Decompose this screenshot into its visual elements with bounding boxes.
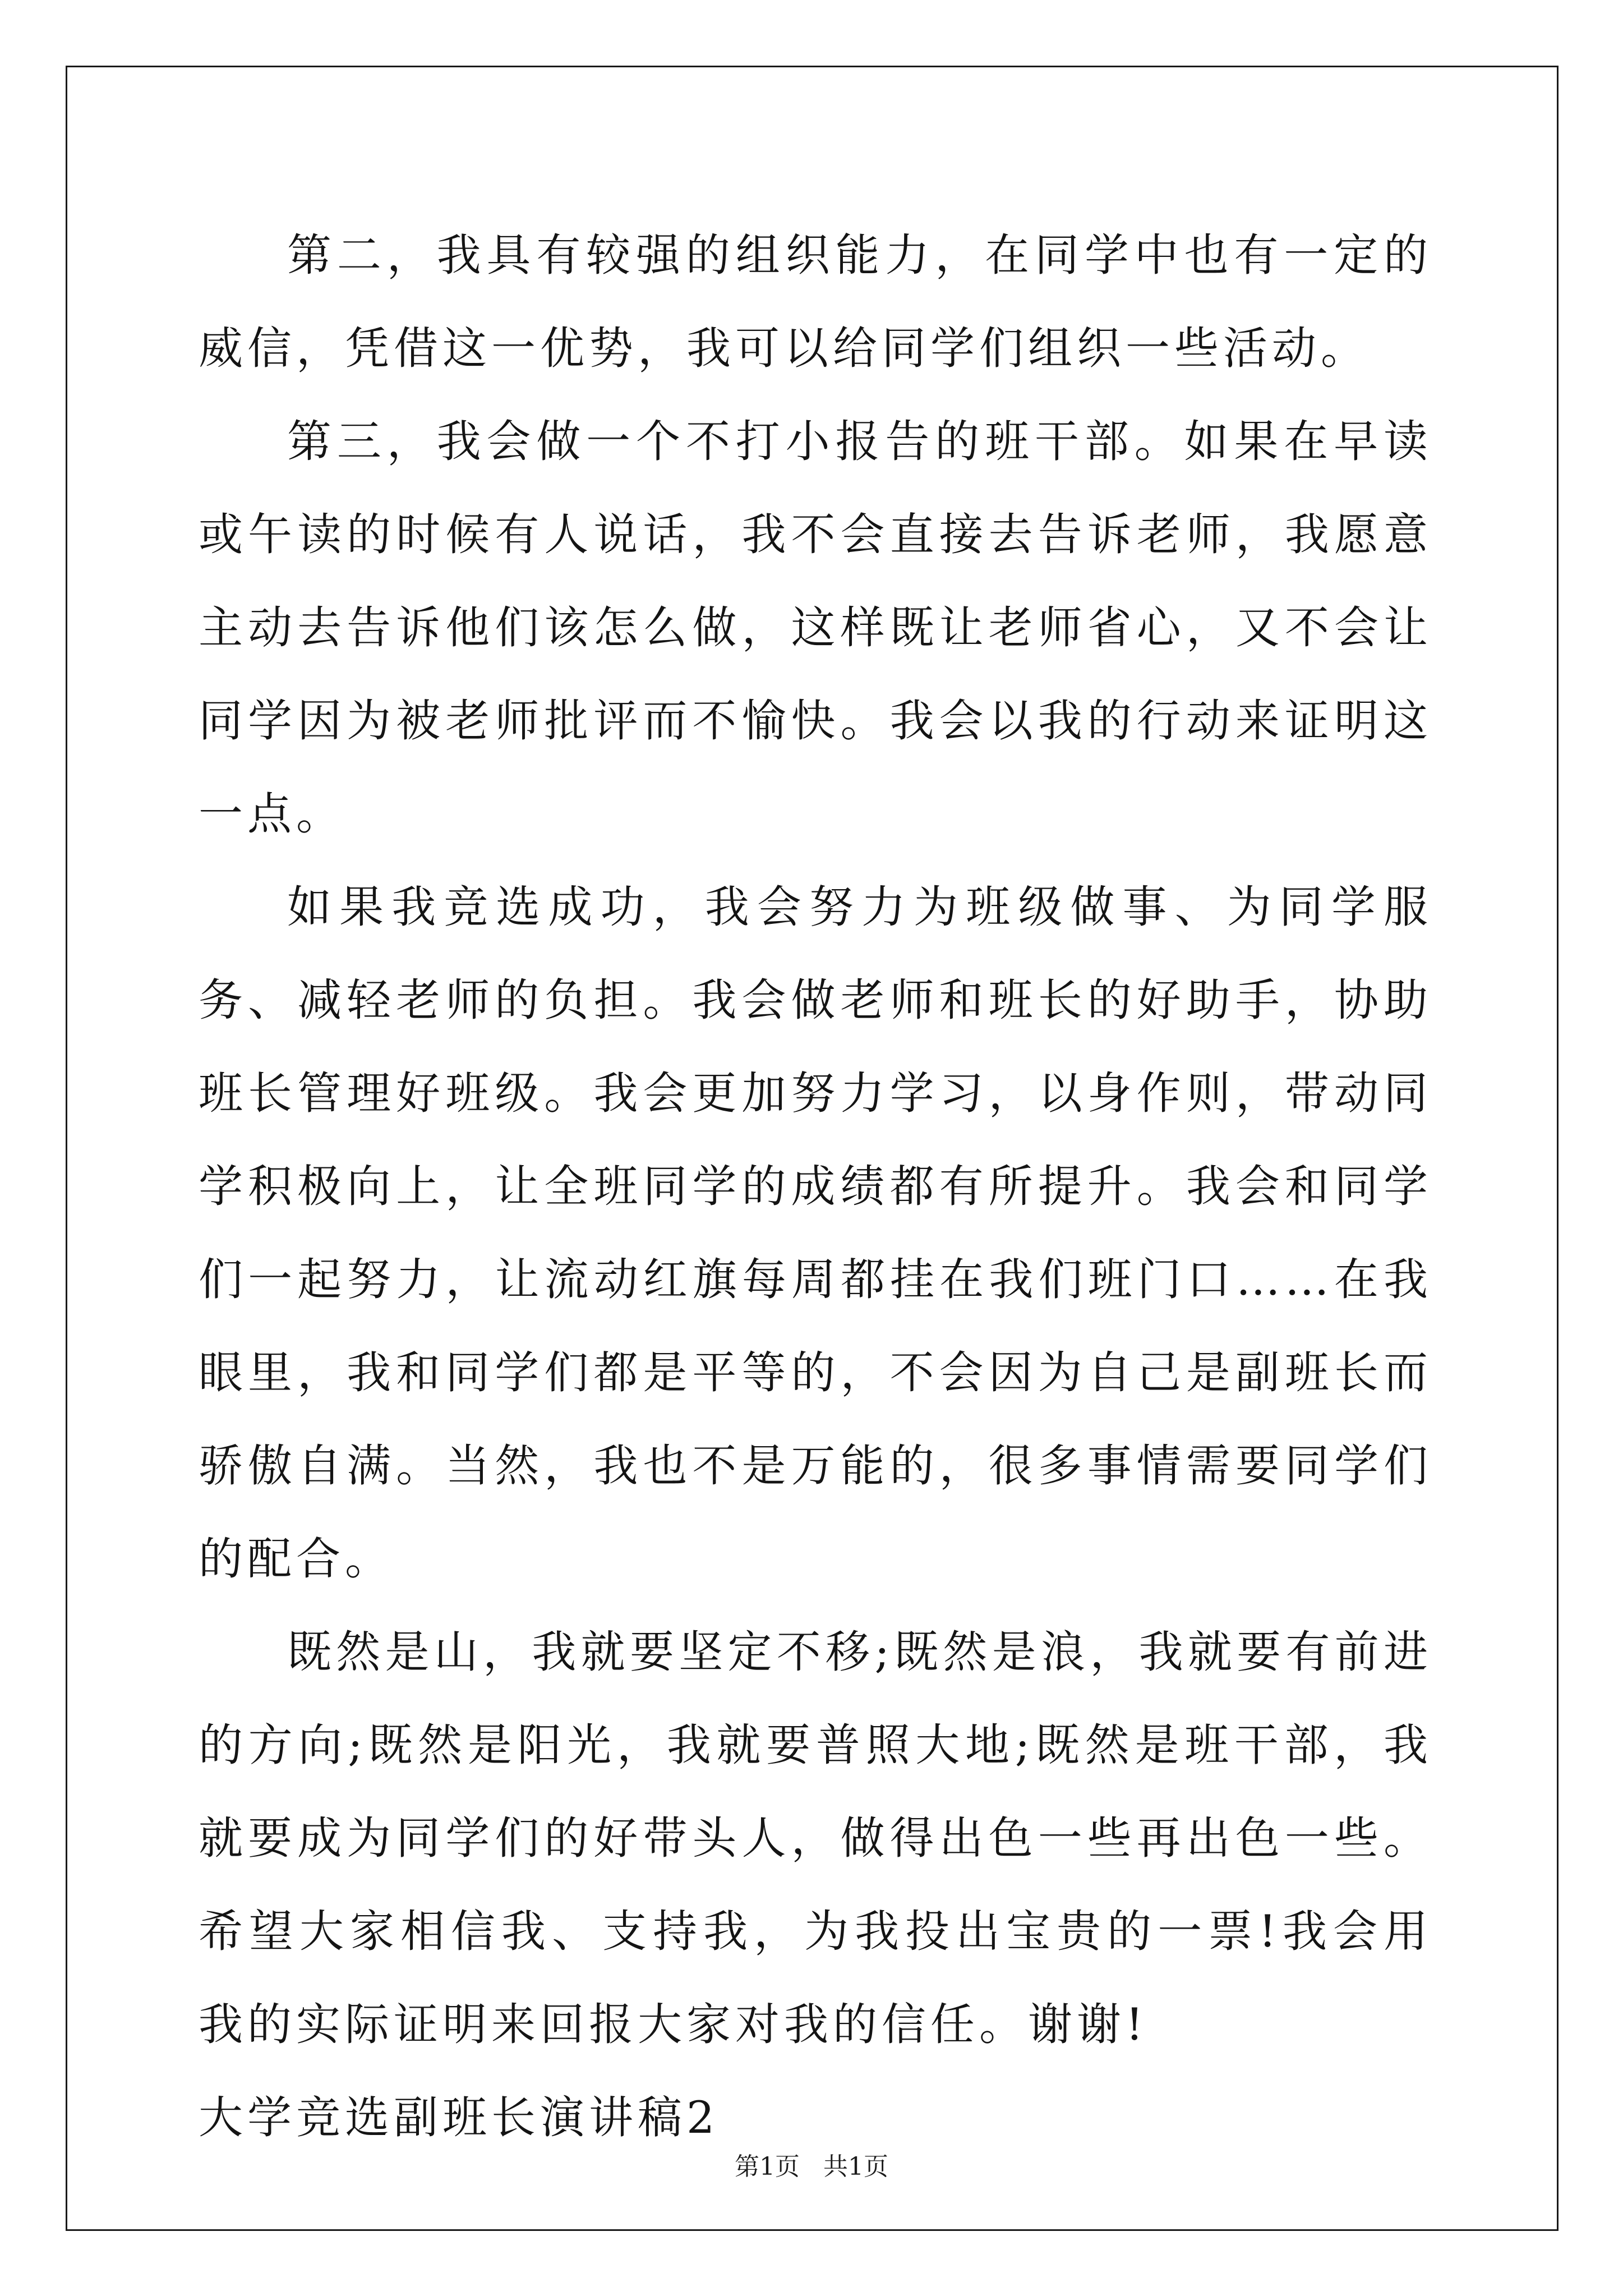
paragraph-second-point: 第二，我具有较强的组织能力，在同学中也有一定的威信，凭借这一优势，我可以给同学们组织一些活动。	[199, 229, 1432, 374]
document-body	[199, 209, 1432, 2164]
next-section-heading: 大学竞选副班长演讲稿2	[199, 2092, 720, 2143]
page-number-footer: 第1页 共1页	[735, 2152, 888, 2181]
paragraph-closing: 既然是山，我就要坚定不移;既然是浪，我就要有前进的方向;既然是阳光，我就要普照大地;既然是班干部，我就要成为同学们的好带头人，做得出色一些再出色一些。希望大家相信我、支持我，为我投出宝贵的一票!我会用我的实际证明来回报大家对我的信任。谢谢!	[199, 1626, 1432, 2050]
paragraph-if-elected: 如果我竞选成功，我会努力为班级做事、为同学服务、减轻老师的负担。我会做老师和班长的好助手，协助班长管理好班级。我会更加努力学习，以身作则，带动同学积极向上，让全班同学的成绩都有所提升。我会和同学们一起努力，让流动红旗每周都挂在我们班门口……在我眼里，我和同学们都是平等的，不会因为自己是副班长而骄傲自满。当然，我也不是万能的，很多事情需要同学们的配合。	[199, 881, 1432, 1585]
paragraph-third-point: 第三，我会做一个不打小报告的班干部。如果在早读或午读的时候有人说话，我不会直接去告诉老师，我愿意主动去告诉他们该怎么做，这样既让老师省心，又不会让同学因为被老师批评而不愉快。我会以我的行动来证明这一点。	[199, 416, 1432, 840]
